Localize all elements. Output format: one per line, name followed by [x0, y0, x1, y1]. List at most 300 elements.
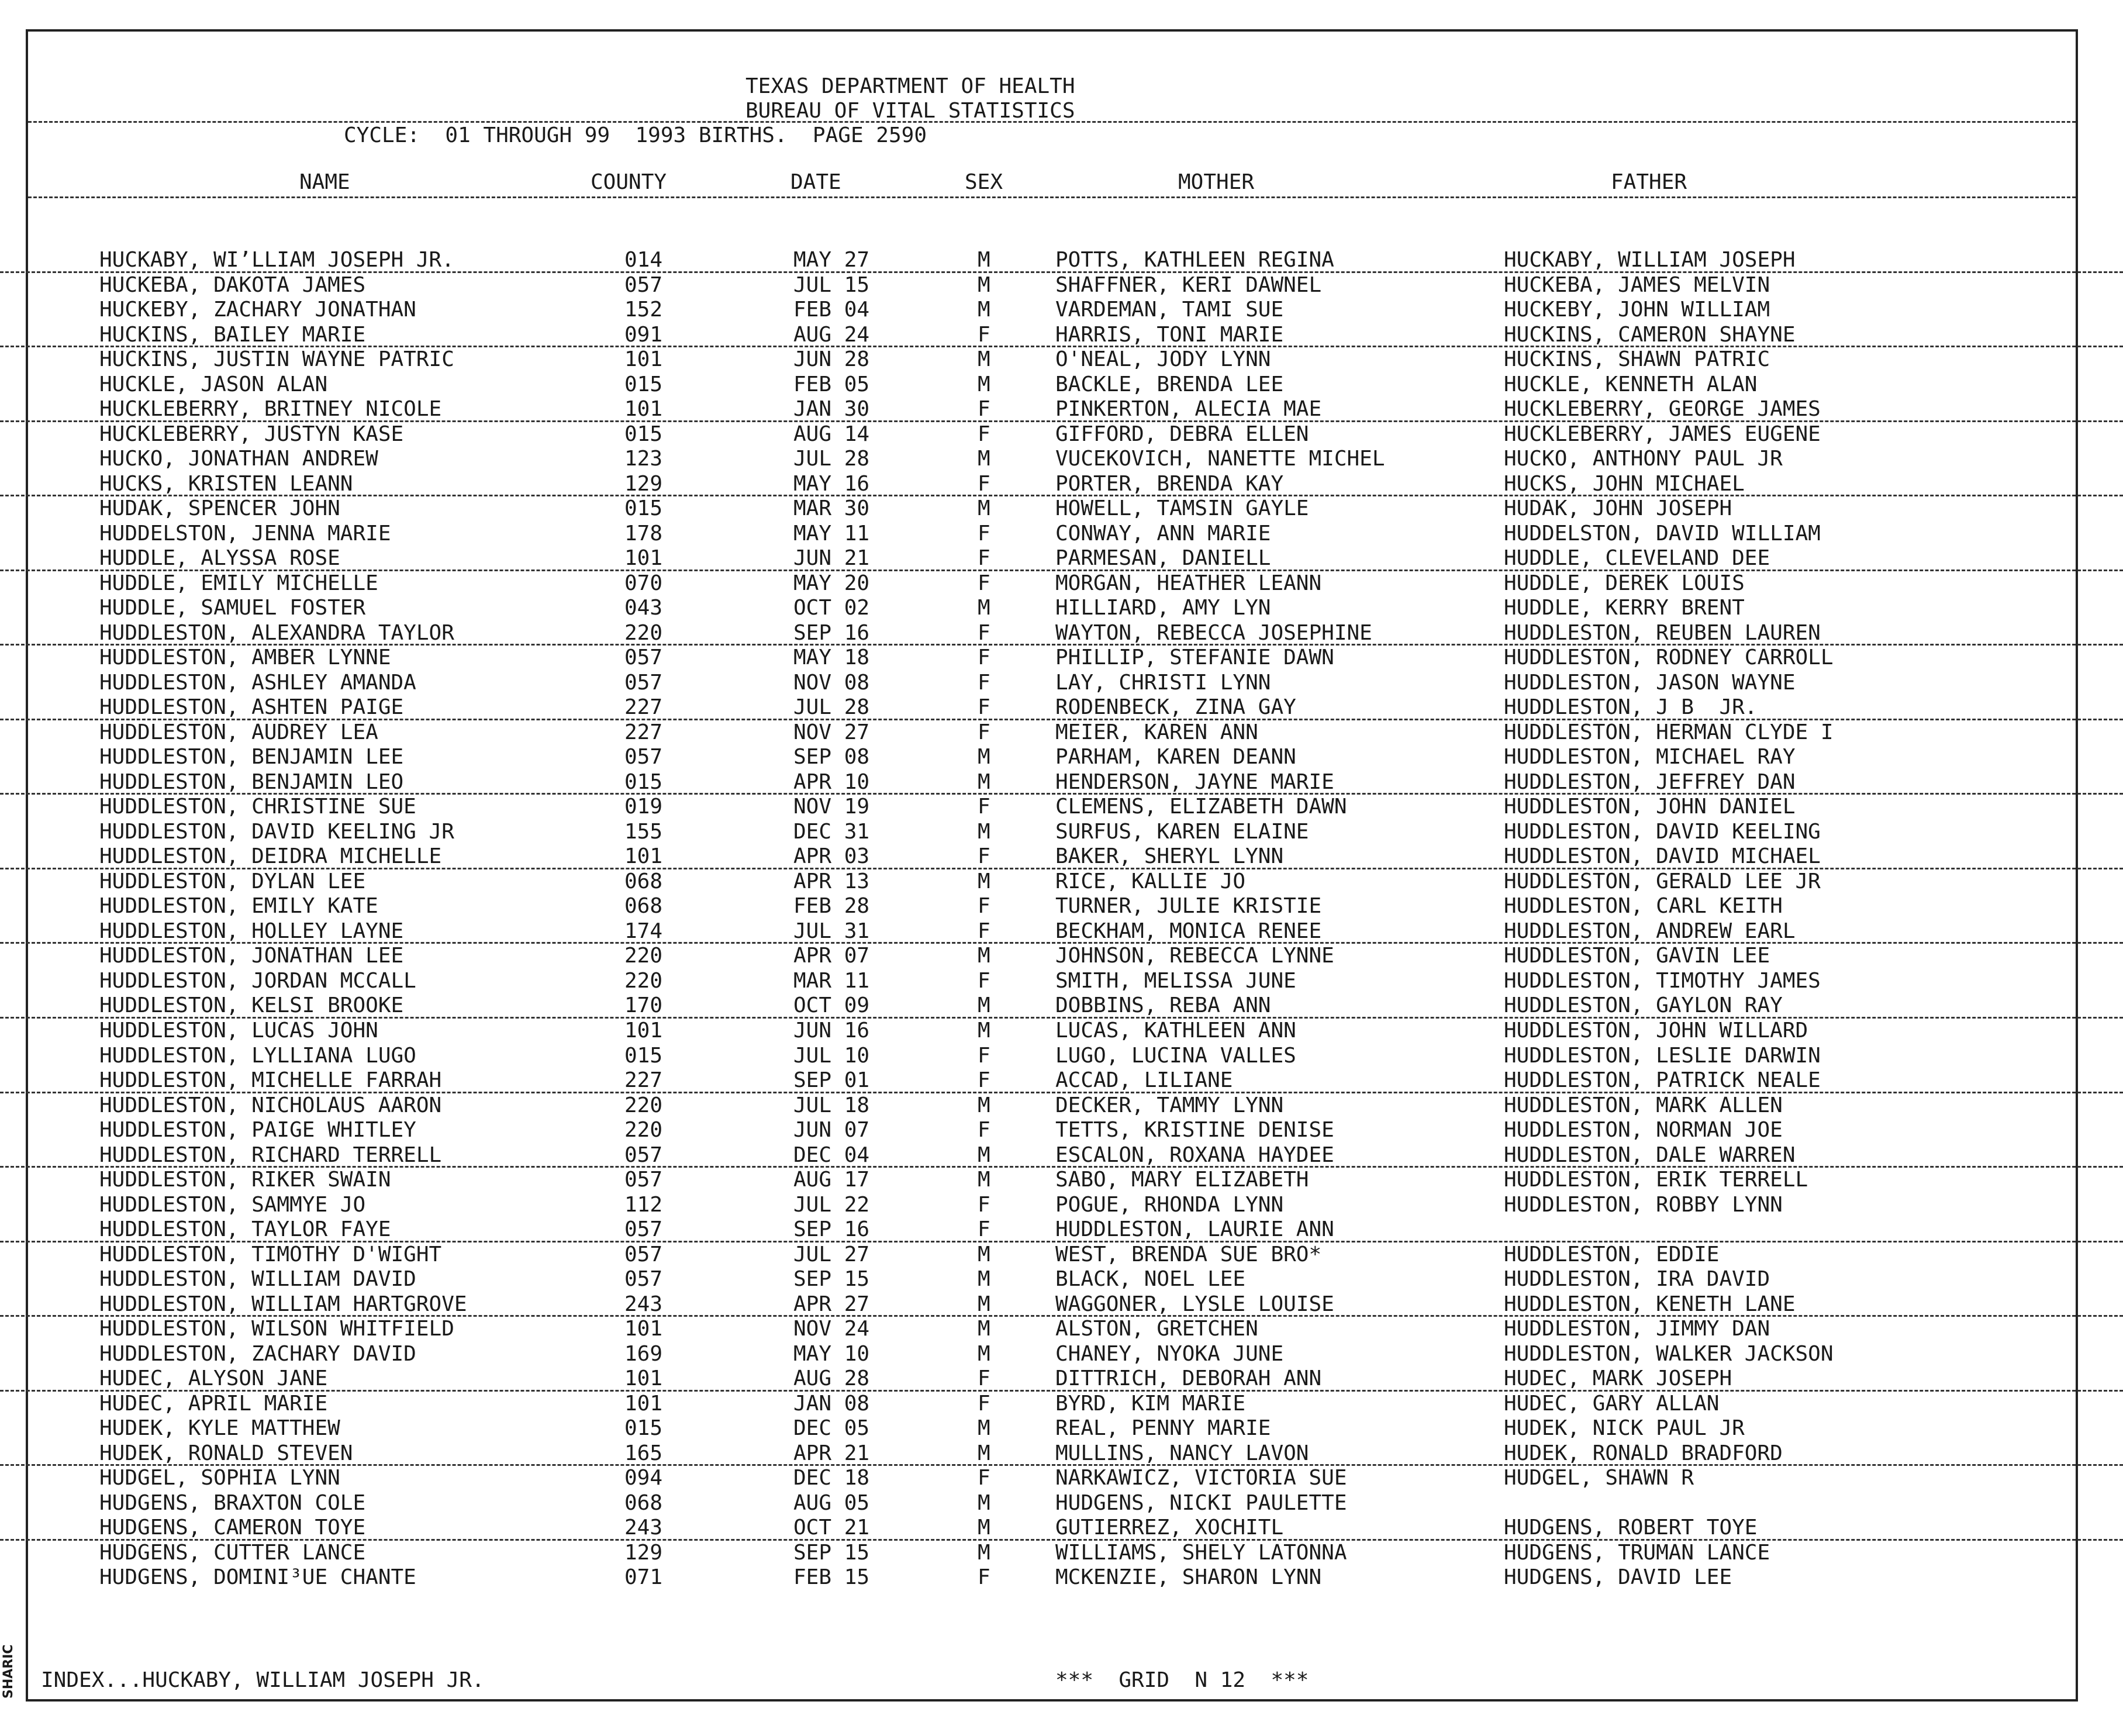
record-row [0, 1416, 2123, 1441]
record-row [0, 496, 2123, 522]
record-row [0, 1516, 2123, 1541]
record-county: 057 [624, 1242, 663, 1266]
record-mother: HENDERSON, JAYNE MARIE [1055, 769, 1334, 794]
record-mother: JOHNSON, REBECCA LYNNE [1055, 944, 1334, 968]
record-county: 174 [624, 919, 663, 943]
record-date: JUL 28 [793, 447, 870, 471]
record-row [0, 795, 2123, 820]
record-county: 057 [624, 1267, 663, 1292]
record-date: SEP 15 [793, 1267, 870, 1292]
record-date: MAY 27 [793, 248, 870, 272]
record-sex: M [978, 272, 990, 297]
record-father: HUDDLESTON, JEFFREY DAN [1504, 769, 1796, 794]
record-name: HUDDLESTON, AMBER LYNNE [99, 646, 391, 670]
record-county: 169 [624, 1341, 663, 1366]
record-county: 015 [624, 372, 663, 396]
record-sex: F [978, 695, 990, 720]
record-county: 068 [624, 869, 663, 893]
record-county: 015 [624, 769, 663, 794]
record-father: HUDDLE, KERRY BRENT [1504, 596, 1745, 620]
record-sex: M [978, 1341, 990, 1366]
record-date: JUL 22 [793, 1192, 870, 1217]
record-row [0, 844, 2123, 869]
record-sex: M [978, 347, 990, 372]
record-name: HUDDLESTON, MICHELLE FARRAH [99, 1068, 442, 1093]
record-mother: PORTER, BRENDA KAY [1055, 471, 1284, 496]
record-father: HUCKEBA, JAMES MELVIN [1504, 272, 1770, 297]
record-row [0, 1143, 2123, 1168]
record-name: HUCKEBY, ZACHARY JONATHAN [99, 298, 416, 322]
record-father: HUDDLESTON, DAVID KEELING [1504, 819, 1821, 844]
record-row [0, 621, 2123, 646]
record-mother: MULLINS, NANCY LAVON [1055, 1441, 1309, 1465]
record-county: 057 [624, 1168, 663, 1192]
record-father: HUDDLESTON, ANDREW EARL [1504, 919, 1796, 943]
record-row [0, 1565, 2123, 1590]
record-name: HUDDLESTON, DYLAN LEE [99, 869, 366, 893]
record-date: APR 21 [793, 1441, 870, 1465]
record-name: HUDDLESTON, AUDREY LEA [99, 720, 378, 744]
record-date: APR 13 [793, 869, 870, 893]
record-row [0, 969, 2123, 994]
record-father: HUDDLESTON, REUBEN LAUREN [1504, 620, 1821, 645]
record-date: JUN 21 [793, 546, 870, 571]
record-name: HUDDLESTON, JORDAN MCCALL [99, 968, 416, 993]
record-row [0, 546, 2123, 571]
record-row [0, 1441, 2123, 1466]
record-county: 014 [624, 248, 663, 272]
record-father: HUDDLESTON, LESLIE DARWIN [1504, 1043, 1821, 1068]
record-date: SEP 01 [793, 1068, 870, 1093]
record-county: 068 [624, 1490, 663, 1515]
record-row [0, 248, 2123, 273]
sharic-stamp: SHARIC [1, 1644, 16, 1699]
record-county: 070 [624, 571, 663, 595]
record-county: 057 [624, 1217, 663, 1242]
record-sex: F [978, 571, 990, 595]
record-mother: NARKAWICZ, VICTORIA SUE [1055, 1466, 1347, 1490]
record-date: NOV 19 [793, 795, 870, 819]
record-sex: M [978, 248, 990, 272]
record-father: HUDDLESTON, ERIK TERRELL [1504, 1168, 1808, 1192]
record-date: SEP 15 [793, 1540, 870, 1565]
record-county: 068 [624, 894, 663, 919]
record-sex: F [978, 1217, 990, 1242]
record-name: HUDDLE, EMILY MICHELLE [99, 571, 378, 595]
record-row [0, 1366, 2123, 1392]
record-date: APR 03 [793, 844, 870, 869]
record-date: JUL 31 [793, 919, 870, 943]
record-name: HUCKLEBERRY, BRITNEY NICOLE [99, 397, 442, 422]
record-sex: M [978, 1516, 990, 1540]
record-mother: CLEMENS, ELIZABETH DAWN [1055, 795, 1347, 819]
record-sex: F [978, 919, 990, 943]
department-title: TEXAS DEPARTMENT OF HEALTH [745, 74, 1075, 98]
record-row [0, 820, 2123, 845]
record-date: FEB 05 [793, 372, 870, 396]
record-row [0, 1217, 2123, 1243]
record-mother: WAYTON, REBECCA JOSEPHINE [1055, 620, 1372, 645]
record-date: MAY 18 [793, 646, 870, 670]
record-name: HUDDLESTON, BENJAMIN LEO [99, 769, 404, 794]
record-county: 015 [624, 1416, 663, 1441]
record-sex: M [978, 1168, 990, 1192]
record-father: HUDDLE, CLEVELAND DEE [1504, 546, 1770, 571]
record-mother: DOBBINS, REBA ANN [1055, 993, 1271, 1018]
record-father: HUDEK, NICK PAUL JR [1504, 1416, 1745, 1441]
record-mother: CONWAY, ANN MARIE [1055, 521, 1271, 546]
record-date: JUL 27 [793, 1242, 870, 1266]
record-date: NOV 24 [793, 1317, 870, 1341]
record-mother: BACKLE, BRENDA LEE [1055, 372, 1284, 396]
record-county: 057 [624, 646, 663, 670]
record-sex: F [978, 397, 990, 422]
record-county: 101 [624, 397, 663, 422]
record-mother: DITTRICH, DEBORAH ANN [1055, 1366, 1322, 1391]
record-mother: MCKENZIE, SHARON LYNN [1055, 1565, 1322, 1590]
record-name: HUDDLESTON, RIKER SWAIN [99, 1168, 391, 1192]
record-row [0, 1342, 2123, 1367]
record-date: APR 27 [793, 1292, 870, 1316]
record-date: AUG 17 [793, 1168, 870, 1192]
record-date: JAN 30 [793, 397, 870, 422]
record-father: HUDDLESTON, DALE WARREN [1504, 1143, 1796, 1167]
record-county: 220 [624, 944, 663, 968]
record-county: 101 [624, 1391, 663, 1416]
record-mother: GIFFORD, DEBRA ELLEN [1055, 422, 1309, 446]
record-date: FEB 04 [793, 298, 870, 322]
record-sex: F [978, 1466, 990, 1490]
record-county: 220 [624, 1118, 663, 1143]
record-name: HUDDLESTON, CHRISTINE SUE [99, 795, 416, 819]
record-row [0, 745, 2123, 770]
record-mother: PARMESAN, DANIELL [1055, 546, 1271, 571]
record-father: HUDDELSTON, DAVID WILLIAM [1504, 521, 1821, 546]
record-sex: M [978, 372, 990, 396]
record-mother: VUCEKOVICH, NANETTE MICHEL [1055, 447, 1385, 471]
record-name: HUDDLESTON, ASHTEN PAIGE [99, 695, 404, 720]
record-name: HUDDELSTON, JENNA MARIE [99, 521, 391, 546]
record-date: DEC 18 [793, 1466, 870, 1490]
record-father: HUCKLEBERRY, JAMES EUGENE [1504, 422, 1821, 446]
record-sex: F [978, 894, 990, 919]
record-date: MAY 16 [793, 471, 870, 496]
record-county: 165 [624, 1441, 663, 1465]
record-name: HUDDLESTON, DEIDRA MICHELLE [99, 844, 442, 869]
record-name: HUCKLEBERRY, JUSTYN KASE [99, 422, 404, 446]
record-county: 101 [624, 844, 663, 869]
record-date: OCT 09 [793, 993, 870, 1018]
grid-footer: *** GRID N 12 *** [1055, 1668, 1309, 1692]
record-mother: ACCAD, LILIANE [1055, 1068, 1233, 1093]
column-header-date: DATE [790, 170, 841, 194]
record-mother: REAL, PENNY MARIE [1055, 1416, 1271, 1441]
record-row [0, 1491, 2123, 1516]
record-sex: F [978, 795, 990, 819]
record-father: HUDDLESTON, JOHN DANIEL [1504, 795, 1796, 819]
record-row [0, 894, 2123, 919]
record-sex: F [978, 521, 990, 546]
record-date: FEB 28 [793, 894, 870, 919]
record-father: HUDDLESTON, JASON WAYNE [1504, 670, 1796, 695]
record-father: HUCKLEBERRY, GEORGE JAMES [1504, 397, 1821, 422]
record-mother: BECKHAM, MONICA RENEE [1055, 919, 1322, 943]
record-date: MAY 10 [793, 1341, 870, 1366]
record-father: HUDDLESTON, KENETH LANE [1504, 1292, 1796, 1316]
record-mother: HUDDLESTON, LAURIE ANN [1055, 1217, 1334, 1242]
record-father: HUDDLE, DEREK LOUIS [1504, 571, 1745, 595]
record-date: APR 10 [793, 769, 870, 794]
record-row [0, 596, 2123, 621]
record-father: HUDEC, MARK JOSEPH [1504, 1366, 1732, 1391]
record-county: 043 [624, 596, 663, 620]
record-row [0, 919, 2123, 944]
record-sex: M [978, 819, 990, 844]
record-row [0, 1267, 2123, 1292]
record-county: 129 [624, 1540, 663, 1565]
record-name: HUDDLE, SAMUEL FOSTER [99, 596, 366, 620]
record-mother: BLACK, NOEL LEE [1055, 1267, 1246, 1292]
record-father: HUCKABY, WILLIAM JOSEPH [1504, 248, 1796, 272]
record-father: HUDDLESTON, GAVIN LEE [1504, 944, 1770, 968]
record-name: HUDDLESTON, WILLIAM HARTGROVE [99, 1292, 467, 1316]
record-row [0, 1118, 2123, 1143]
record-row [0, 993, 2123, 1019]
record-date: MAR 30 [793, 496, 870, 521]
record-mother: TETTS, KRISTINE DENISE [1055, 1118, 1334, 1143]
record-sex: F [978, 646, 990, 670]
record-mother: HARRIS, TONI MARIE [1055, 322, 1284, 347]
record-date: AUG 14 [793, 422, 870, 446]
record-father: HUDAK, JOHN JOSEPH [1504, 496, 1732, 521]
record-father: HUDDLESTON, GERALD LEE JR [1504, 869, 1821, 893]
record-mother: PARHAM, KAREN DEANN [1055, 745, 1296, 769]
record-father: HUDDLESTON, EDDIE [1504, 1242, 1720, 1266]
record-father: HUCKINS, CAMERON SHAYNE [1504, 322, 1796, 347]
record-name: HUDDLESTON, EMILY KATE [99, 894, 378, 919]
record-name: HUDAK, SPENCER JOHN [99, 496, 340, 521]
record-date: MAY 11 [793, 521, 870, 546]
record-row [0, 671, 2123, 696]
record-row [0, 1193, 2123, 1218]
record-county: 094 [624, 1466, 663, 1490]
record-row [0, 695, 2123, 720]
record-mother: ESCALON, ROXANA HAYDEE [1055, 1143, 1334, 1167]
record-row [0, 472, 2123, 497]
record-mother: WEST, BRENDA SUE BRO* [1055, 1242, 1322, 1266]
record-mother: POGUE, RHONDA LYNN [1055, 1192, 1284, 1217]
record-mother: SMITH, MELISSA JUNE [1055, 968, 1296, 993]
record-sex: F [978, 1391, 990, 1416]
column-header-sex: SEX [965, 170, 1003, 194]
record-date: SEP 16 [793, 620, 870, 645]
record-name: HUDDLESTON, NICHOLAUS AARON [99, 1093, 442, 1117]
record-date: AUG 05 [793, 1490, 870, 1515]
record-date: SEP 08 [793, 745, 870, 769]
record-date: AUG 24 [793, 322, 870, 347]
record-county: 057 [624, 745, 663, 769]
record-father: HUCKINS, SHAWN PATRIC [1504, 347, 1770, 372]
record-mother: O'NEAL, JODY LYNN [1055, 347, 1271, 372]
record-county: 057 [624, 272, 663, 297]
record-father: HUCKEBY, JOHN WILLIAM [1504, 298, 1770, 322]
record-name: HUCKINS, JUSTIN WAYNE PATRIC [99, 347, 454, 372]
record-county: 243 [624, 1516, 663, 1540]
record-sex: M [978, 1093, 990, 1117]
record-mother: SURFUS, KAREN ELAINE [1055, 819, 1309, 844]
record-sex: M [978, 745, 990, 769]
record-mother: SABO, MARY ELIZABETH [1055, 1168, 1309, 1192]
record-date: FEB 15 [793, 1565, 870, 1590]
column-header-father: FATHER [1611, 170, 1687, 194]
record-father: HUDDLESTON, WALKER JACKSON [1504, 1341, 1834, 1366]
record-county: 220 [624, 1093, 663, 1117]
record-county: 220 [624, 968, 663, 993]
record-date: NOV 27 [793, 720, 870, 744]
record-county: 178 [624, 521, 663, 546]
record-county: 091 [624, 322, 663, 347]
record-row [0, 770, 2123, 795]
record-name: HUDEC, ALYSON JANE [99, 1366, 328, 1391]
record-name: HUCKS, KRISTEN LEANN [99, 471, 353, 496]
record-sex: M [978, 1143, 990, 1167]
record-sex: F [978, 1043, 990, 1068]
record-county: 057 [624, 1143, 663, 1167]
record-mother: BAKER, SHERYL LYNN [1055, 844, 1284, 869]
record-name: HUDGENS, DOMINI³UE CHANTE [99, 1565, 416, 1590]
record-name: HUDDLESTON, JONATHAN LEE [99, 944, 404, 968]
record-name: HUDDLESTON, ALEXANDRA TAYLOR [99, 620, 454, 645]
record-row [0, 1068, 2123, 1093]
record-date: JUN 07 [793, 1118, 870, 1143]
record-mother: SHAFFNER, KERI DAWNEL [1055, 272, 1322, 297]
record-row [0, 273, 2123, 298]
record-mother: HILLIARD, AMY LYN [1055, 596, 1271, 620]
record-date: JUL 10 [793, 1043, 870, 1068]
record-mother: WILLIAMS, SHELY LATONNA [1055, 1540, 1347, 1565]
record-sex: F [978, 546, 990, 571]
record-date: JUN 16 [793, 1018, 870, 1043]
record-name: HUDDLESTON, RICHARD TERRELL [99, 1143, 442, 1167]
record-mother: ALSTON, GRETCHEN [1055, 1317, 1258, 1341]
record-row [0, 571, 2123, 596]
record-name: HUDEK, KYLE MATTHEW [99, 1416, 340, 1441]
record-date: DEC 05 [793, 1416, 870, 1441]
record-county: 155 [624, 819, 663, 844]
record-name: HUDDLESTON, HOLLEY LAYNE [99, 919, 404, 943]
record-date: SEP 16 [793, 1217, 870, 1242]
record-county: 015 [624, 1043, 663, 1068]
record-sex: M [978, 1242, 990, 1266]
record-sex: F [978, 1192, 990, 1217]
record-row [0, 1019, 2123, 1044]
record-sex: M [978, 447, 990, 471]
record-row [0, 944, 2123, 969]
record-father: HUCKO, ANTHONY PAUL JR [1504, 447, 1783, 471]
record-county: 123 [624, 447, 663, 471]
record-date: JUL 18 [793, 1093, 870, 1117]
record-mother: LAY, CHRISTI LYNN [1055, 670, 1271, 695]
record-name: HUDGENS, CUTTER LANCE [99, 1540, 366, 1565]
record-name: HUDGENS, CAMERON TOYE [99, 1516, 366, 1540]
record-mother: PINKERTON, ALECIA MAE [1055, 397, 1322, 422]
record-sex: M [978, 596, 990, 620]
record-name: HUDDLESTON, WILLIAM DAVID [99, 1267, 416, 1292]
record-date: APR 07 [793, 944, 870, 968]
record-sex: M [978, 496, 990, 521]
cycle-line: CYCLE: 01 THROUGH 99 1993 BIRTHS. PAGE 2590 [344, 123, 927, 147]
record-county: 152 [624, 298, 663, 322]
record-name: HUCKEBA, DAKOTA JAMES [99, 272, 366, 297]
record-sex: F [978, 1565, 990, 1590]
record-name: HUDEC, APRIL MARIE [99, 1391, 328, 1416]
record-father: HUDGENS, ROBERT TOYE [1504, 1516, 1758, 1540]
record-county: 101 [624, 1366, 663, 1391]
record-row [0, 869, 2123, 895]
record-sex: F [978, 322, 990, 347]
record-mother: RICE, KALLIE JO [1055, 869, 1246, 893]
record-county: 227 [624, 720, 663, 744]
record-name: HUDDLESTON, TIMOTHY D'WIGHT [99, 1242, 442, 1266]
record-row [0, 1317, 2123, 1342]
record-mother: LUCAS, KATHLEEN ANN [1055, 1018, 1296, 1043]
record-mother: RODENBECK, ZINA GAY [1055, 695, 1296, 720]
column-header-rule [28, 196, 2076, 198]
record-father: HUDDLESTON, J B JR. [1504, 695, 1758, 720]
record-county: 101 [624, 1317, 663, 1341]
record-sex: M [978, 1267, 990, 1292]
record-father: HUDDLESTON, ROBBY LYNN [1504, 1192, 1783, 1217]
record-county: 101 [624, 347, 663, 372]
record-mother: CHANEY, NYOKA JUNE [1055, 1341, 1284, 1366]
record-mother: DECKER, TAMMY LYNN [1055, 1093, 1284, 1117]
record-name: HUDDLE, ALYSSA ROSE [99, 546, 340, 571]
record-row [0, 1243, 2123, 1268]
record-sex: F [978, 844, 990, 869]
record-date: DEC 31 [793, 819, 870, 844]
record-name: HUDDLESTON, LUCAS JOHN [99, 1018, 378, 1043]
record-county: 227 [624, 695, 663, 720]
record-father: HUDDLESTON, HERMAN CLYDE I [1504, 720, 1834, 744]
record-father: HUCKS, JOHN MICHAEL [1504, 471, 1745, 496]
record-father: HUDEK, RONALD BRADFORD [1504, 1441, 1783, 1465]
record-father: HUDDLESTON, JIMMY DAN [1504, 1317, 1770, 1341]
record-mother: LUGO, LUCINA VALLES [1055, 1043, 1296, 1068]
record-sex: M [978, 1416, 990, 1441]
record-name: HUDDLESTON, KELSI BROOKE [99, 993, 404, 1018]
record-name: HUCKO, JONATHAN ANDREW [99, 447, 378, 471]
record-sex: M [978, 298, 990, 322]
record-sex: M [978, 1317, 990, 1341]
record-row [0, 1292, 2123, 1317]
record-name: HUCKABY, WI’LLIAM JOSEPH JR. [99, 248, 454, 272]
record-father: HUDDLESTON, NORMAN JOE [1504, 1118, 1783, 1143]
record-county: 129 [624, 471, 663, 496]
record-date: DEC 04 [793, 1143, 870, 1167]
record-county: 101 [624, 1018, 663, 1043]
record-mother: GUTIERREZ, XOCHITL [1055, 1516, 1284, 1540]
record-date: OCT 02 [793, 596, 870, 620]
record-mother: BYRD, KIM MARIE [1055, 1391, 1246, 1416]
record-sex: M [978, 1441, 990, 1465]
record-date: JAN 08 [793, 1391, 870, 1416]
bureau-title: BUREAU OF VITAL STATISTICS [745, 99, 1075, 123]
record-date: JUN 28 [793, 347, 870, 372]
record-row [0, 447, 2123, 472]
record-row [0, 1093, 2123, 1119]
record-father: HUDDLESTON, CARL KEITH [1504, 894, 1783, 919]
record-sex: M [978, 1490, 990, 1515]
